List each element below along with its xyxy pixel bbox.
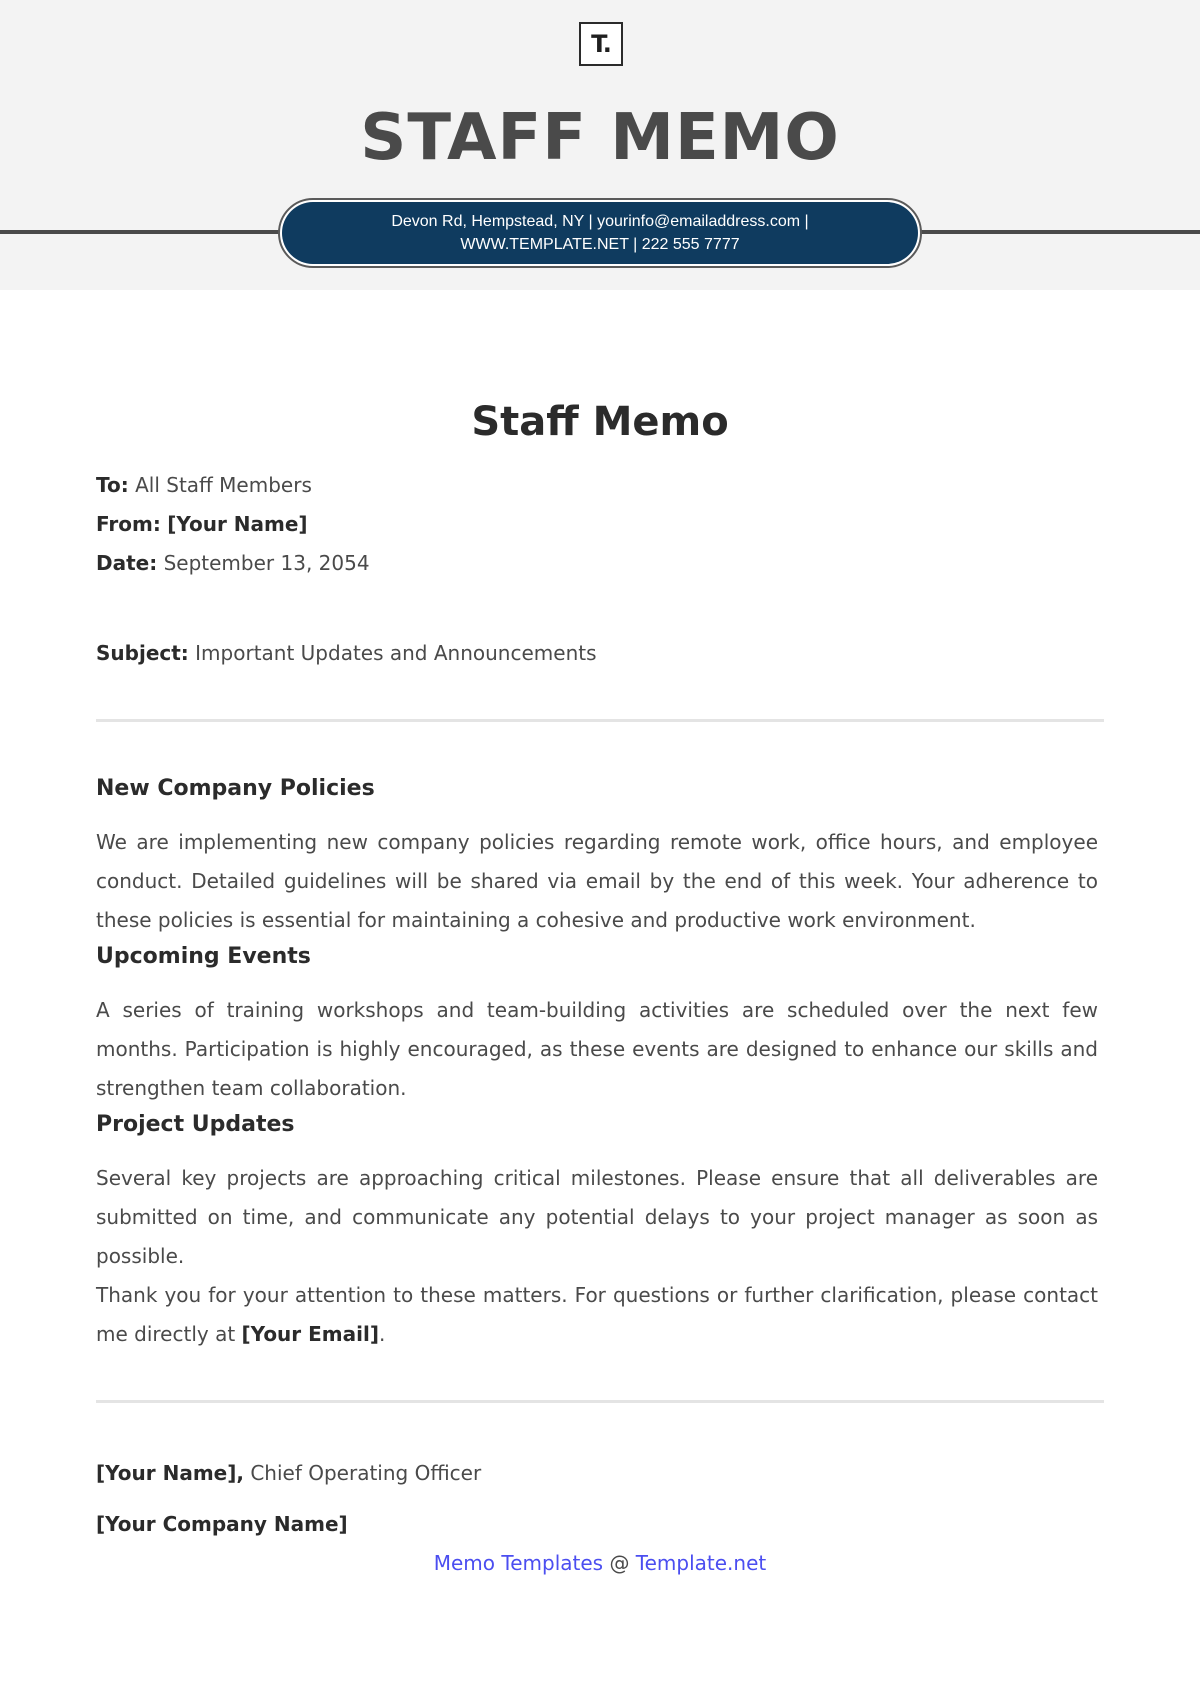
banner-title: STAFF MEMO xyxy=(360,101,840,175)
subject-label: Subject: xyxy=(96,641,189,665)
contact-line-2: WWW.TEMPLATE.NET | 222 555 7777 xyxy=(460,236,740,253)
signature-line xyxy=(96,1460,481,1486)
footer-separator: @ xyxy=(609,1551,630,1575)
header-rule-left xyxy=(0,230,282,234)
closing-text: Thank you for your attention to these matters. For questions or further clarification, please contact me directly at xyxy=(96,1283,1098,1346)
section-heading-policies: New Company Policies xyxy=(96,776,375,801)
signature-company-line xyxy=(96,1511,348,1537)
closing-paragraph xyxy=(96,1276,1098,1354)
template-logo: T. xyxy=(579,22,623,66)
date-line xyxy=(96,550,370,576)
from-value: [Your Name] xyxy=(167,512,308,536)
signature-company: [Your Company Name] xyxy=(96,1512,348,1536)
section-body-projects: Several key projects are approaching critical milestones. Please ensure that all deliverables are submitted on time, and communicate any potential delays to your project manager as soon as possible. xyxy=(96,1166,1098,1268)
divider-bottom xyxy=(96,1400,1104,1403)
header-rule-right xyxy=(918,230,1200,234)
section-heading-projects: Project Updates xyxy=(96,1112,295,1137)
section-body-events: A series of training workshops and team-building activities are scheduled over the next few months. Participation is highly encouraged, as these events are designed to enhance our skills and strengthen team collaboration. xyxy=(96,998,1098,1100)
subject-line xyxy=(96,640,597,666)
from-label: From: xyxy=(96,512,161,536)
footer-credit xyxy=(0,1548,1200,1578)
date-value: September 13, 2054 xyxy=(163,551,370,575)
page-title: Staff Memo xyxy=(471,399,729,445)
closing-end: . xyxy=(378,1322,386,1346)
memo-templates-link[interactable]: Memo Templates xyxy=(433,1551,604,1575)
template-net-link[interactable]: Template.net xyxy=(635,1551,767,1575)
contact-banner-inner xyxy=(282,202,918,264)
to-label: To: xyxy=(96,473,129,497)
to-line xyxy=(96,472,312,498)
from-line xyxy=(96,511,308,537)
signature-role: Chief Operating Officer xyxy=(250,1461,482,1485)
subject-value: Important Updates and Announcements xyxy=(195,641,597,665)
signature-name: [Your Name], xyxy=(96,1461,244,1485)
closing-email: [Your Email] xyxy=(241,1322,379,1346)
to-value: All Staff Members xyxy=(135,473,312,497)
date-label: Date: xyxy=(96,551,158,575)
contact-line-1: Devon Rd, Hempstead, NY | yourinfo@emailaddress.com | xyxy=(391,213,809,230)
section-body-policies: We are implementing new company policies regarding remote work, office hours, and employee conduct. Detailed guidelines will be shared via email by the end of this week. Your adherence to these policies is essential for maintaining a cohesive and productive work environment. xyxy=(96,830,1098,932)
divider-top xyxy=(96,719,1104,722)
section-heading-events: Upcoming Events xyxy=(96,944,311,969)
contact-banner xyxy=(278,198,922,268)
